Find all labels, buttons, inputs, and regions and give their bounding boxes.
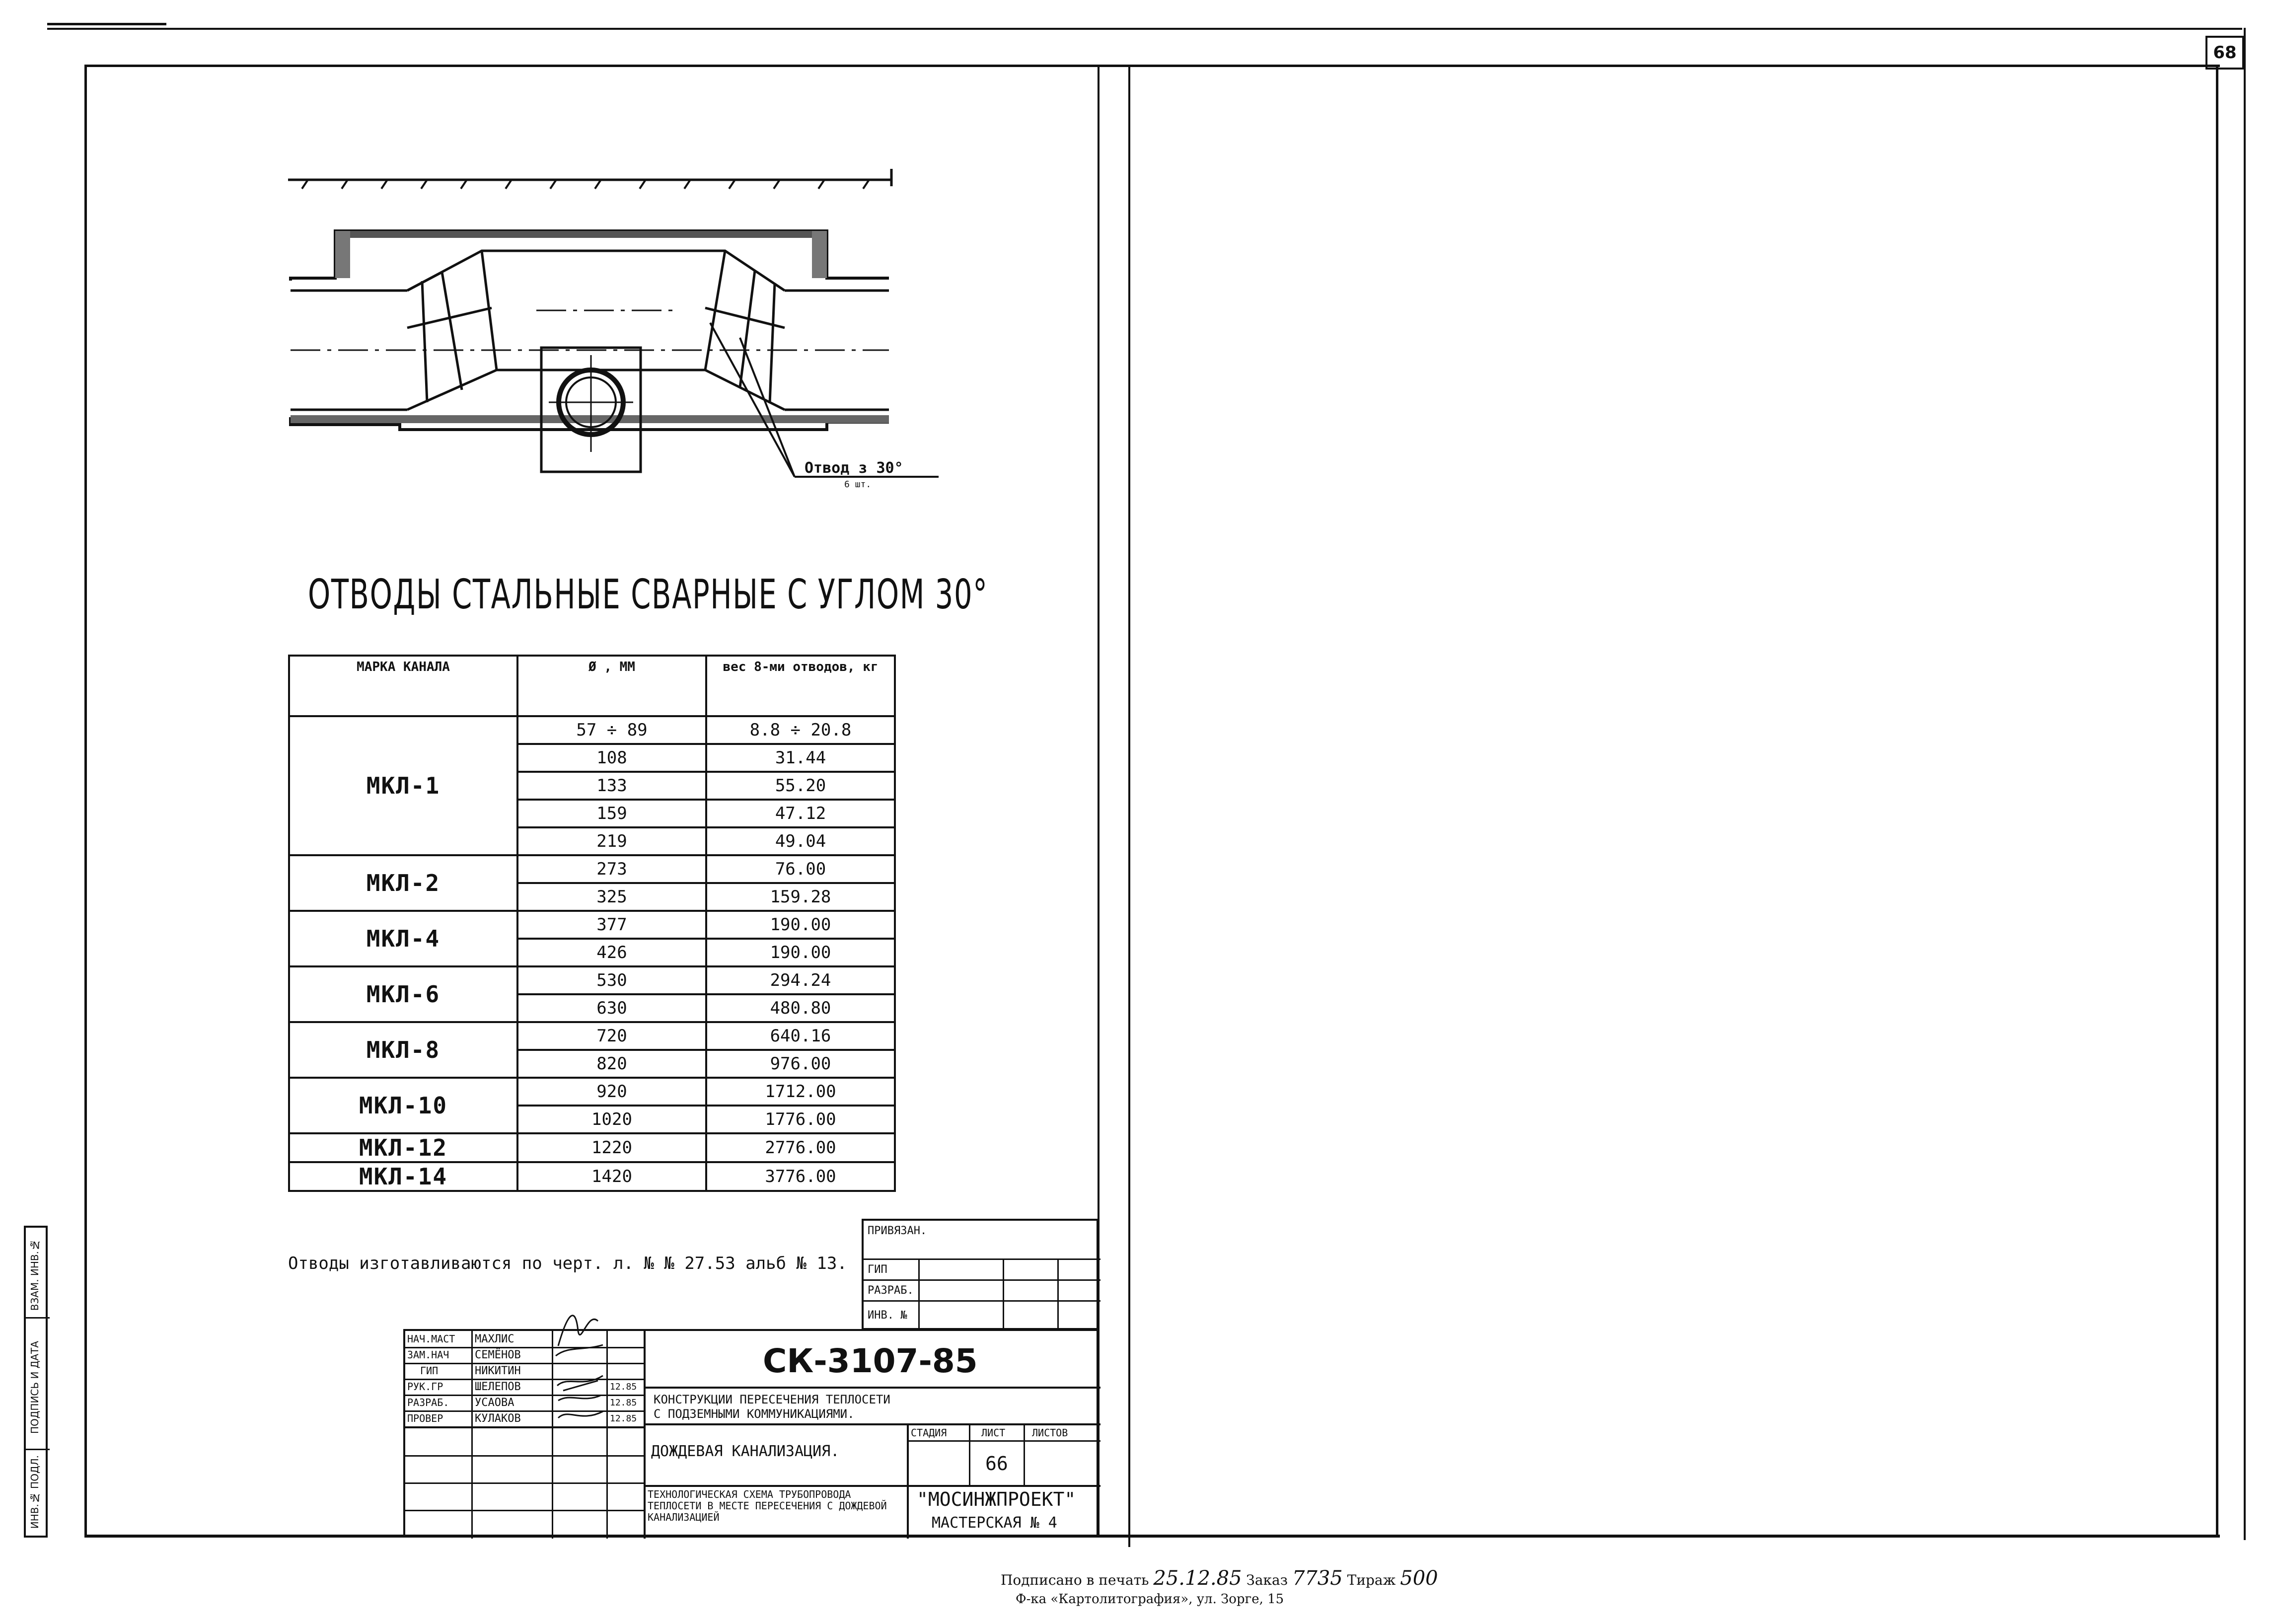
weight-cell: 480.80 [706,994,895,1022]
crossing-drawing [278,159,983,507]
weight-cell: 76.00 [706,855,895,883]
signer-role: ГИП [420,1365,439,1377]
frame-right-outer [2244,28,2246,1540]
title-block-rule [1024,1423,1025,1485]
title-block-rule [405,1455,644,1457]
weight-cell: 8.8 ÷ 20.8 [706,716,895,744]
weight-cell: 55.20 [706,772,895,800]
frame-right [2216,65,2218,1537]
table-row [289,911,895,939]
diameter-cell: 630 [517,994,706,1022]
header-diameter: Ø , ММ [517,656,706,716]
frame-divider-b [1128,65,1130,1547]
weight-cell: 190.00 [706,939,895,966]
diameter-cell: 720 [517,1022,706,1050]
side-stamp-rule [26,1449,50,1450]
title-block-rule [644,1331,646,1539]
spec-table [288,655,896,1192]
signer-role: ЗАМ.НАЧ [407,1349,449,1361]
weight-cell: 2776.00 [706,1133,895,1162]
title-block-rule [405,1347,644,1348]
weight-cell: 159.28 [706,883,895,911]
print-footer [1001,1567,1438,1590]
binding-rule [1003,1258,1004,1330]
signer-role: РАЗРАБ. [407,1397,449,1408]
table-row [289,966,895,994]
weight-cell: 47.12 [706,800,895,827]
signer-role: РУК.ГР [407,1381,443,1393]
title-block-rule [405,1395,644,1396]
diameter-cell: 530 [517,966,706,994]
fabrication-note: Отводы изготавливаются по черт. л. № № 27.53 альб № 13. [288,1254,847,1273]
weight-cell: 1776.00 [706,1106,895,1133]
diameter-cell: 426 [517,939,706,966]
weight-cell: 190.00 [706,911,895,939]
mark-cell: МКЛ-12 [289,1133,517,1162]
mark-cell: МКЛ-14 [289,1162,517,1191]
table-row [289,1022,895,1050]
title-block-rule [405,1410,644,1412]
table-row [289,1133,895,1162]
table-row [289,716,895,744]
project-title: КОНСТРУКЦИИ ПЕРЕСЕЧЕНИЯ ТЕПЛОСЕТИ С ПОДЗЕМНЫМИ КОММУНИКАЦИЯМИ. [654,1393,890,1421]
title-block [403,1329,1099,1537]
weight-cell: 49.04 [706,827,895,855]
weight-cell: 31.44 [706,744,895,772]
diameter-cell: 1420 [517,1162,706,1191]
binding-rule [918,1258,920,1330]
table-row [289,1078,895,1106]
corner-mark [47,23,166,25]
signed-value: 25.12.85 [1153,1567,1242,1590]
side-stamp-sign: ПОДПИСЬ И ДАТА [29,1341,41,1434]
diameter-cell: 108 [517,744,706,772]
binding-block [862,1219,1099,1330]
mark-cell: МКЛ-4 [289,911,517,966]
title-block-rule [405,1363,644,1364]
stage-label: СТАДИЯ [911,1427,947,1439]
page-number: 68 [2205,36,2244,70]
signer-role: ПРОВЕР [407,1412,443,1424]
binding-rule [864,1258,1100,1260]
order-label: Заказ [1246,1572,1288,1588]
signer-name: УСАОВА [475,1397,514,1409]
binding-inv: ИНВ. № [868,1309,907,1322]
title-block-rule [907,1440,1100,1442]
signer-date: 12.85 [610,1413,637,1424]
table-row [289,855,895,883]
signer-name: СЕМЁНОВ [475,1349,521,1361]
mark-cell: МКЛ-1 [289,716,517,855]
diameter-cell: 57 ÷ 89 [517,716,706,744]
workshop: МАСТЕРСКАЯ № 4 [932,1514,1057,1532]
sheets-label: ЛИСТОВ [1032,1427,1068,1439]
diameter-cell: 820 [517,1050,706,1078]
organization: "МОСИНЖПРОЕКТ" [917,1488,1076,1510]
side-stamp-inv: ИНВ.№ ПОДЛ. [29,1455,41,1529]
document-code: СК-3107-85 [763,1342,978,1380]
table-row [289,1162,895,1191]
sheet-label: ЛИСТ [981,1427,1006,1439]
diameter-cell: 1220 [517,1133,706,1162]
binding-rule [864,1300,1100,1302]
mark-cell: МКЛ-8 [289,1022,517,1078]
diameter-cell: 1020 [517,1106,706,1133]
title-block-rule [405,1379,644,1380]
elbow-callout: Отвод з 30° [805,459,903,477]
signer-role: НАЧ.МАСТ [407,1333,455,1345]
binding-label: ПРИВЯЗАН. [868,1225,927,1237]
title-block-rule [969,1423,970,1485]
frame-top-outer [47,28,2242,30]
binding-razrab: РАЗРАБ. [868,1284,914,1297]
printer-address: Ф-ка «Картолитография», ул. Зорге, 15 [1016,1592,1284,1607]
binding-rule [1057,1258,1059,1330]
title-block-rule [471,1331,473,1539]
frame-top [84,65,2220,67]
order-value: 7735 [1292,1567,1343,1590]
run-label: Тираж [1347,1572,1396,1588]
title-block-rule [405,1510,644,1511]
sheet-description: ТЕХНОЛОГИЧЕСКАЯ СХЕМА ТРУБОПРОВОДА ТЕПЛОСЕТИ В МЕСТЕ ПЕРЕСЕЧЕНИЯ С ДОЖДЕВОЙ КАНАЛИЗАЦИЕЙ [648,1488,887,1523]
signer-date: 12.85 [610,1398,637,1408]
weight-cell: 976.00 [706,1050,895,1078]
mark-cell: МКЛ-10 [289,1078,517,1133]
signer-name: ШЕЛЕПОВ [475,1381,521,1393]
weight-cell: 1712.00 [706,1078,895,1106]
diameter-cell: 219 [517,827,706,855]
title-block-rule [644,1387,1100,1389]
signer-date: 12.85 [610,1382,637,1392]
section-title: ОТВОДЫ СТАЛЬНЫЕ СВАРНЫЕ С УГЛОМ 30° [308,571,988,618]
sheet-value: 66 [985,1453,1008,1475]
diameter-cell: 133 [517,772,706,800]
binding-gip: ГИП [868,1263,887,1276]
diameter-cell: 377 [517,911,706,939]
title-block-rule [644,1423,1100,1425]
diameter-cell: 273 [517,855,706,883]
diameter-cell: 325 [517,883,706,911]
header-mark: МАРКА КАНАЛА [289,656,517,716]
side-stamp-replace: ВЗАМ. ИНВ.№ [29,1239,41,1311]
signer-name: МАХЛИС [475,1333,514,1345]
table-header-row [289,656,895,716]
signer-name: НИКИТИН [475,1365,521,1377]
weight-cell: 294.24 [706,966,895,994]
title-block-rule [405,1482,644,1484]
header-weight: вес 8-ми отводов, кг [706,656,895,716]
run-value: 500 [1400,1567,1438,1590]
signed-label: Подписано в печать [1001,1572,1149,1588]
weight-cell: 640.16 [706,1022,895,1050]
frame-left [84,65,87,1537]
mark-cell: МКЛ-6 [289,966,517,1022]
binding-rule [864,1279,1100,1281]
signatures [553,1301,608,1430]
subject: ДОЖДЕВАЯ КАНАЛИЗАЦИЯ. [651,1443,840,1460]
title-block-rule [644,1485,1100,1487]
title-block-rule [405,1426,644,1428]
side-stamp-rule [26,1317,50,1319]
mark-cell: МКЛ-2 [289,855,517,911]
diameter-cell: 159 [517,800,706,827]
weight-cell: 3776.00 [706,1162,895,1191]
diameter-cell: 920 [517,1078,706,1106]
elbow-callout-qty: 6 шт. [844,479,872,490]
signer-name: КУЛАКОВ [475,1412,521,1425]
